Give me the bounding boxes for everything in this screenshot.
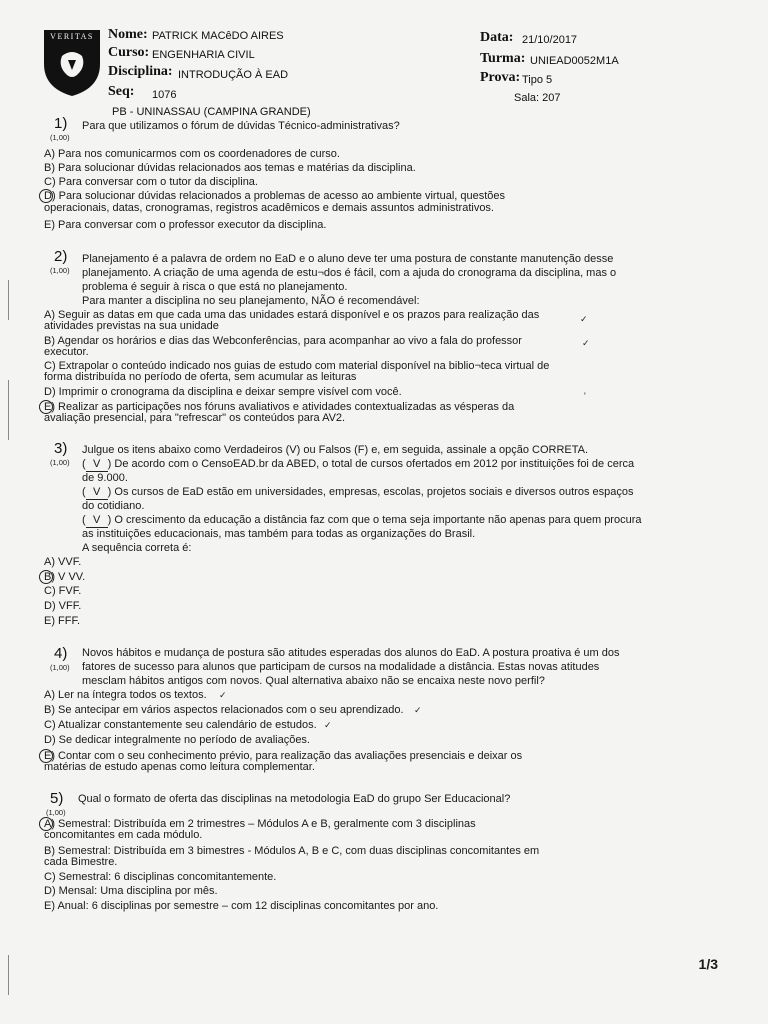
scan-edge-mark bbox=[8, 380, 9, 440]
option-c: C) Para conversar com o tutor da disciplina. bbox=[44, 176, 258, 188]
item-2: ( V ) Os cursos de EaD estão em universidades, empresas, escolas, projetos sociais e diversos outros espaços bbox=[82, 486, 634, 498]
option-a: A) Ler na íntegra todos os textos. bbox=[44, 689, 207, 701]
option-b: B) Se antecipar em vários aspectos relacionados com o seu aprendizado. bbox=[44, 704, 404, 716]
option-d: D) Se dedicar integralmente no período de avaliações. bbox=[44, 734, 310, 746]
option-a: A) Seguir as datas em que cada uma das unidades estará disponível e os prazos para realização das bbox=[44, 309, 540, 321]
item-text: O crescimento da educação a distância faz com que o tema seja importante não apenas para quem procura bbox=[114, 514, 642, 526]
option-e: E) Anual: 6 disciplinas por semestre – com 12 disciplinas concomitantes por ano. bbox=[44, 900, 439, 912]
scan-edge-mark bbox=[8, 955, 9, 995]
class-label: Turma: bbox=[480, 51, 526, 66]
course-value: ENGENHARIA CIVIL bbox=[152, 49, 255, 61]
option-d: D) Para solucionar dúvidas relacionados a problemas de acesso ao ambiente virtual, questões bbox=[44, 190, 506, 202]
check-mark: ✓ bbox=[324, 720, 332, 730]
date-label: Data: bbox=[480, 30, 514, 45]
vf-mark: V bbox=[86, 458, 108, 472]
option-e: E) Para conversar com o professor executor da disciplina. bbox=[44, 219, 327, 231]
question-number: 1) bbox=[54, 115, 68, 132]
option-d: D) Mensal: Uma disciplina por mês. bbox=[44, 885, 218, 897]
question-stem: Para manter a disciplina no seu planejamento, NÃO é recomendável: bbox=[82, 295, 420, 307]
check-mark: ✓ bbox=[219, 690, 227, 700]
check-mark: ✓ bbox=[580, 314, 588, 324]
discipline-label: Disciplina: bbox=[108, 64, 173, 79]
item-text: De acordo com o CensoEAD.br da ABED, o total de cursos ofertados em 2012 por instituições foi de cerca bbox=[114, 458, 635, 470]
sequence-prompt: A sequência correta é: bbox=[82, 542, 192, 554]
item-text: Os cursos de EaD estão em universidades, empresas, escolas, projetos sociais e diversos outros espaços bbox=[114, 486, 634, 498]
option-b: B) Agendar os horários e dias das Webconferências, para acompanhar ao vivo a fala do professor bbox=[44, 335, 522, 347]
option-c: C) FVF. bbox=[44, 585, 82, 597]
exam-type-value: Tipo 5 bbox=[522, 74, 553, 86]
item-3-cont: as instituições educacionais, mas também para todas as organizações do Brasil. bbox=[82, 528, 476, 540]
page-number: 1/3 bbox=[698, 956, 718, 972]
question-stem: Novos hábitos e mudança de postura são atitudes esperadas dos alunos do EaD. A postura proativa é um dos bbox=[82, 647, 620, 659]
question-stem: Julgue os itens abaixo como Verdadeiros (V) ou Falsos (F) e, em seguida, assinale a opção CORRETA. bbox=[82, 444, 589, 456]
option-d: D) Imprimir o cronograma da disciplina e deixar sempre visível com você. bbox=[44, 386, 402, 398]
university-logo bbox=[42, 26, 102, 98]
option-c: C) Atualizar constantemente seu calendário de estudos. bbox=[44, 719, 317, 731]
question-stem: planejamento. A criação de uma agenda de estu¬dos é fácil, com a ajuda do cronograma da disciplina, mas o bbox=[82, 267, 617, 279]
option-e: E) FFF. bbox=[44, 615, 81, 627]
check-mark: ✓ bbox=[414, 705, 422, 715]
course-label: Curso: bbox=[108, 45, 150, 60]
check-mark: ✓ bbox=[582, 338, 590, 348]
question-stem: mesclam hábitos antigos com novos. Qual alternativa abaixo não se encaixa neste novo perfil? bbox=[82, 675, 545, 687]
option-e: E) Contar com o seu conhecimento prévio, para realização das avaliações presenciais e deixar os bbox=[44, 750, 523, 762]
item-2-cont: do cotidiano. bbox=[82, 500, 145, 512]
option-a: A) VVF. bbox=[44, 556, 82, 568]
question-stem: Qual o formato de oferta das disciplinas na metodologia EaD do grupo Ser Educacional? bbox=[78, 793, 511, 805]
option-b: B) V VV. bbox=[44, 571, 86, 583]
discipline-value: INTRODUÇÃO À EAD bbox=[178, 69, 289, 81]
name-label: Nome: bbox=[108, 27, 148, 42]
question-number: 3) bbox=[54, 440, 68, 457]
question-points: (1,00) bbox=[50, 663, 70, 672]
item-3: ( V ) O crescimento da educação a distância faz com que o tema seja importante não apenas para quem procura bbox=[82, 514, 642, 526]
option-a: A) Semestral: Distribuída em 2 trimestres – Módulos A e B, geralmente com 3 disciplinas bbox=[44, 818, 476, 830]
question-number: 2) bbox=[54, 248, 68, 265]
option-a-cont: atividades previstas na sua unidade bbox=[44, 320, 219, 332]
class-value: UNIEAD0052M1A bbox=[530, 55, 619, 67]
vf-mark: V bbox=[86, 486, 108, 500]
room-value: Sala: 207 bbox=[514, 92, 561, 104]
option-e: E) Realizar as participações nos fóruns avaliativos e atividades contextualizadas as vésperas da bbox=[44, 401, 515, 413]
question-number: 4) bbox=[54, 645, 68, 662]
scan-edge-mark bbox=[8, 280, 9, 320]
answer-circle-mark bbox=[39, 749, 53, 763]
question-stem: fatores de sucesso para alunos que participam de cursos na modalidade a distância. Estas novas atitudes bbox=[82, 661, 600, 673]
option-c: C) Semestral: 6 disciplinas concomitantemente. bbox=[44, 871, 277, 883]
option-e-cont: matérias de estudo apenas como leitura complementar. bbox=[44, 761, 315, 773]
campus-label: PB - UNINASSAU (CAMPINA GRANDE) bbox=[112, 106, 311, 118]
exam-type-label: Prova: bbox=[480, 70, 521, 85]
question-points: (1,00) bbox=[50, 266, 70, 275]
question-stem: Planejamento é a palavra de ordem no EaD e o aluno deve ter uma postura de constante manutenção desse bbox=[82, 253, 614, 265]
question-points: (1,00) bbox=[50, 458, 70, 467]
name-value: PATRICK MACêDO AIRES bbox=[152, 30, 284, 42]
option-e-cont: avaliação presencial, para "refrescar" os conteúdos para AV2. bbox=[44, 412, 346, 424]
check-mark: ' bbox=[584, 391, 586, 401]
answer-circle-mark bbox=[39, 400, 53, 414]
question-number: 5) bbox=[50, 790, 64, 807]
option-a-cont: concomitantes em cada módulo. bbox=[44, 829, 203, 841]
option-d: D) VFF. bbox=[44, 600, 82, 612]
option-b: B) Semestral: Distribuída em 3 bimestres - Módulos A, B e C, com duas disciplinas concomitantes em bbox=[44, 845, 540, 857]
option-d-cont: operacionais, datas, cronogramas, registros acadêmicos e demais assuntos administrativos. bbox=[44, 202, 494, 214]
question-stem: problema é seguir à risca o que está no planejamento. bbox=[82, 281, 348, 293]
svg-text:VERITAS: VERITAS bbox=[50, 32, 94, 41]
option-b-cont: executor. bbox=[44, 346, 89, 358]
option-b: B) Para solucionar dúvidas relacionados aos temas e matérias da disciplina. bbox=[44, 162, 416, 174]
question-points: (1,00) bbox=[46, 808, 66, 817]
option-c-cont: forma distribuída no período de oferta, sem acumular as leituras bbox=[44, 371, 357, 383]
seq-label: Seq: bbox=[108, 84, 135, 99]
option-b-cont: cada Bimestre. bbox=[44, 856, 118, 868]
answer-circle-mark bbox=[39, 189, 53, 203]
item-1: ( V ) De acordo com o CensoEAD.br da ABED, o total de cursos ofertados em 2012 por instituições foi de cerca bbox=[82, 458, 635, 470]
answer-circle-mark bbox=[39, 570, 53, 584]
item-1-cont: de 9.000. bbox=[82, 472, 128, 484]
question-stem: Para que utilizamos o fórum de dúvidas Técnico-administrativas? bbox=[82, 120, 400, 132]
option-a: A) Para nos comunicarmos com os coordenadores de curso. bbox=[44, 148, 340, 160]
answer-circle-mark bbox=[39, 817, 53, 831]
seq-value: 1076 bbox=[152, 89, 177, 101]
date-value: 21/10/2017 bbox=[522, 34, 578, 46]
vf-mark: V bbox=[86, 514, 108, 528]
option-c: C) Extrapolar o conteúdo indicado nos guias de estudo com material disponível na biblio¬teca virtual de bbox=[44, 360, 550, 372]
question-points: (1,00) bbox=[50, 133, 70, 142]
